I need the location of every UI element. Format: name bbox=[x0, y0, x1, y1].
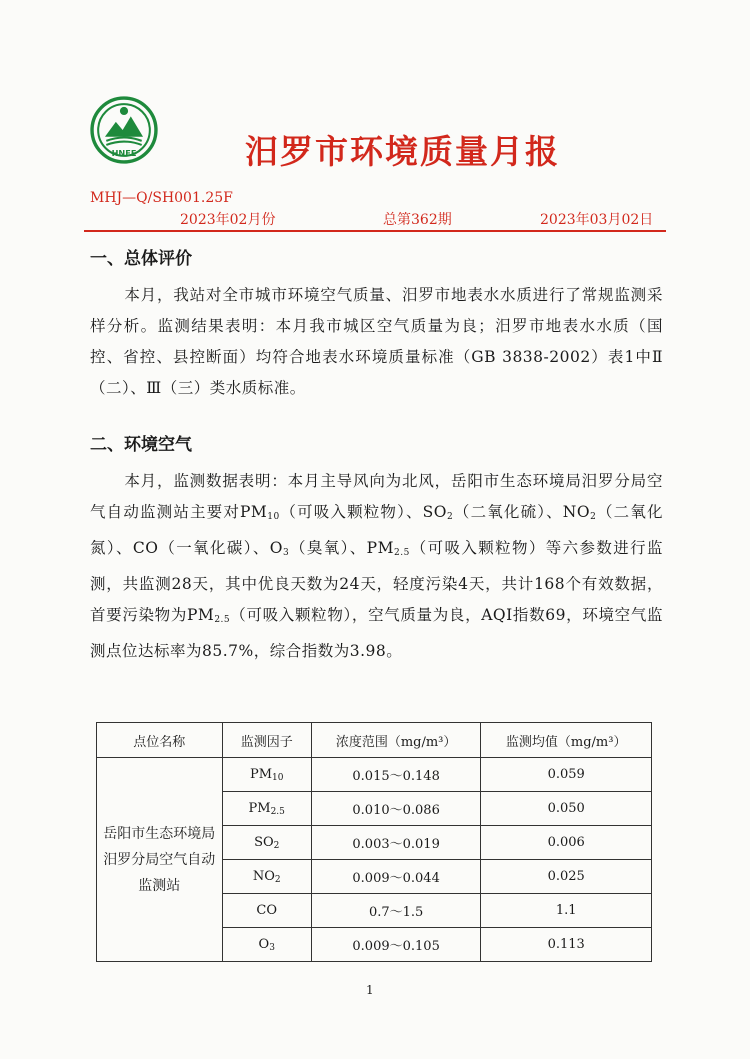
section1-paragraph bbox=[90, 280, 663, 404]
mean-cell: 0.113 bbox=[481, 928, 652, 962]
range-cell: 0.015～0.148 bbox=[311, 758, 481, 792]
s2-text-3: （二氧化硫）、NO bbox=[453, 503, 591, 521]
section2-paragraph bbox=[90, 466, 663, 667]
mean-cell: 1.1 bbox=[481, 894, 652, 928]
hnee-logo-icon bbox=[90, 96, 158, 164]
s2-text-6: （可吸入颗粒物）等六参数进行监测，共监测28天，其中优良天数为24天，轻度污染4天，共计168个有效数据，首要污染物为PM bbox=[90, 539, 663, 624]
s2-sub-pm25-2: 2.5 bbox=[214, 615, 231, 625]
mean-cell: 0.059 bbox=[481, 758, 652, 792]
report-title: 汨罗市环境质量月报 bbox=[245, 132, 560, 171]
document-code: MHJ—Q/SH001.25F bbox=[90, 190, 233, 206]
station-name: 岳阳市生态环境局汨罗分局空气自动监测站 bbox=[97, 758, 223, 962]
section1-text: 本月，我站对全市城市环境空气质量、汨罗市地表水水质进行了常规监测采样分析。监测结果表明：本月我市城区空气质量为良；汨罗市地表水水质（国控、省控、县控断面）均符合地表水环境质量标准（GB 3838-2002）表1中Ⅱ（二）、Ⅲ（三）类水质标准。 bbox=[90, 286, 663, 397]
range-cell: 0.7～1.5 bbox=[311, 894, 481, 928]
table-header-row bbox=[97, 723, 652, 758]
s2-text-2: （可吸入颗粒物）、SO bbox=[279, 503, 447, 521]
issue-number: 总第362期 bbox=[383, 212, 452, 228]
factor-cell: $O_3$ bbox=[222, 928, 311, 962]
range-cell: 0.009～0.105 bbox=[311, 928, 481, 962]
col-header-factor: 监测因子 bbox=[222, 723, 311, 758]
col-header-mean: 监测均值（mg/m³） bbox=[481, 723, 652, 758]
s2-sub-o3: 3 bbox=[282, 548, 290, 558]
report-period: 2023年02月份 bbox=[180, 212, 276, 228]
page-number: 1 bbox=[366, 983, 374, 997]
factor-cell: $PM_{2.5}$ bbox=[222, 792, 311, 826]
s2-sub-pm10: 10 bbox=[267, 512, 280, 522]
mean-cell: 0.025 bbox=[481, 860, 652, 894]
col-header-range: 浓度范围（mg/m³） bbox=[311, 723, 481, 758]
s2-text-4: （二氧化氮）、CO（一氧化碳）、O bbox=[90, 503, 663, 557]
factor-cell: $NO_2$ bbox=[222, 860, 311, 894]
section1-heading: 一、总体评价 bbox=[90, 249, 192, 269]
s2-text-5: （臭氧）、PM bbox=[289, 539, 394, 557]
factor-cell: $PM_{10}$ bbox=[222, 758, 311, 792]
report-date: 2023年03月02日 bbox=[540, 212, 654, 228]
table-row bbox=[97, 758, 652, 792]
s2-sub-so2: 2 bbox=[447, 512, 454, 522]
s2-text-1: 本月，监测数据表明：本月主导风向为北风，岳阳市生态环境局汨罗分局空气自动监测站主要对PM bbox=[90, 472, 663, 521]
s2-sub-no2: 2 bbox=[590, 512, 597, 522]
section2-heading: 二、环境空气 bbox=[90, 435, 192, 455]
s2-text-7: （可吸入颗粒物），空气质量为良，AQI指数69，环境空气监测点位达标率为85.7%，综合指数为3.98。 bbox=[90, 606, 663, 660]
range-cell: 0.010～0.086 bbox=[311, 792, 481, 826]
range-cell: 0.009～0.044 bbox=[311, 860, 481, 894]
range-cell: 0.003～0.019 bbox=[311, 826, 481, 860]
header-divider bbox=[84, 230, 666, 232]
mean-cell: 0.006 bbox=[481, 826, 652, 860]
factor-cell: CO bbox=[222, 894, 311, 928]
mean-cell: 0.050 bbox=[481, 792, 652, 826]
s2-sub-pm25: 2.5 bbox=[394, 548, 410, 558]
col-header-station: 点位名称 bbox=[97, 723, 223, 758]
logo-text: HNEE bbox=[111, 147, 137, 158]
air-monitoring-table bbox=[96, 722, 652, 962]
factor-cell: $SO_2$ bbox=[222, 826, 311, 860]
